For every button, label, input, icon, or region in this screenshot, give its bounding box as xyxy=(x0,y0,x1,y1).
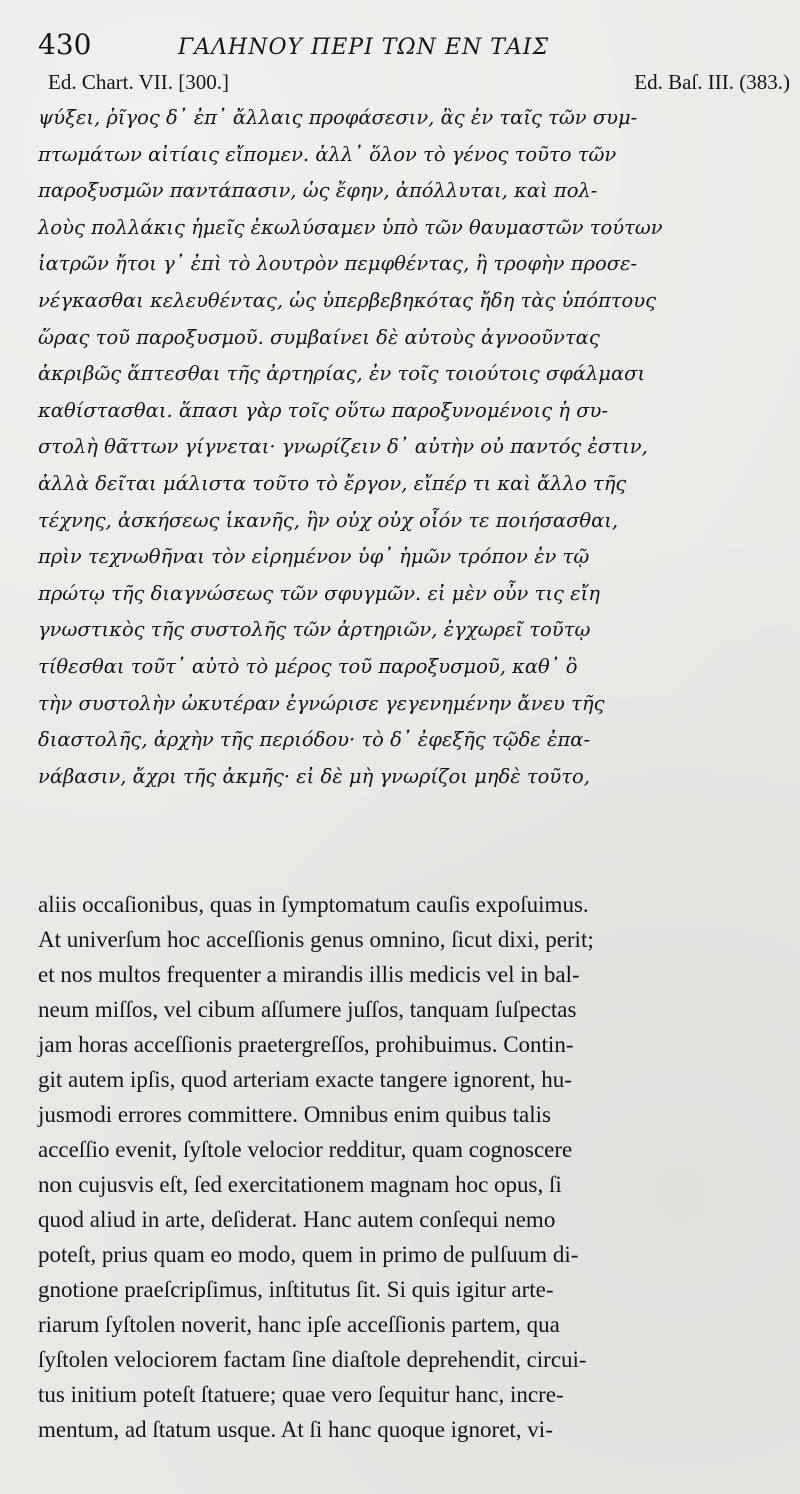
latin-line: jusmodi errores committere. Omnibus enim quibus talis xyxy=(38,1102,551,1128)
latin-line: tus initium poteſt ſtatuere; quae vero ſequitur hanc, incre- xyxy=(38,1382,564,1408)
greek-line: ἀκριβῶς ἅπτεσθαι τῆς ἀρτηρίας, ἐν τοῖς τοιούτοις σφάλμασι xyxy=(38,362,646,386)
greek-line: ἀλλὰ δεῖται μάλιστα τοῦτο τὸ ἔργον, εἴπέρ τι καὶ ἄλλο τῆς xyxy=(38,471,627,495)
greek-text-block xyxy=(38,100,790,795)
page-number: 430 xyxy=(38,28,92,61)
greek-line: διαστολῆς, ἀρχὴν τῆς περιόδου· τὸ δ᾽ ἐφεξῆς τῷδε ἐπα- xyxy=(38,728,591,752)
greek-line: καθίστασθαι. ἅπασι γὰρ τοῖς οὕτω παροξυνομένοις ἡ συ- xyxy=(38,398,608,422)
greek-line: πτωμάτων αἰτίαις εἴπομεν. ἀλλ᾽ ὅλον τὸ γένος τοῦτο τῶν xyxy=(38,142,617,166)
latin-line: quod aliud in arte, deſiderat. Hanc autem conſequi nemo xyxy=(38,1207,556,1233)
greek-line: στολὴ θᾶττων γίγνεται· γνωρίζειν δ᾽ αὐτὴν οὐ παντός ἐστιν, xyxy=(38,435,648,459)
latin-line: acceſſio evenit, ſyſtole velocior redditur, quam cognoscere xyxy=(38,1137,573,1163)
greek-line: ἰατρῶν ἤτοι γ᾽ ἐπὶ τὸ λουτρὸν πεμφθέντας, ἢ τροφὴν προσε- xyxy=(38,252,638,276)
latin-line: At univerſum hoc acceſſionis genus omnino, ſicut dixi, perit; xyxy=(38,927,594,953)
latin-line: mentum, ad ſtatum usque. At ſi hanc quoque ignoret, vi- xyxy=(38,1417,553,1443)
latin-line: gnotione praeſcripſimus, inſtitutus ſit. Si quis igitur arte- xyxy=(38,1277,554,1303)
greek-line: παροξυσμῶν παντάπασιν, ὡς ἔφην, ἀπόλλυται, καὶ πολ- xyxy=(38,179,598,203)
latin-line: git autem ipſis, quod arteriam exacte tangere ignorent, hu- xyxy=(38,1067,572,1093)
latin-line: jam horas acceſſionis praetergreſſos, prohibuimus. Contin- xyxy=(38,1032,574,1058)
running-head xyxy=(38,28,790,64)
edition-left: Ed. Chart. VII. [300.] xyxy=(48,70,229,94)
latin-line: riarum ſyſtolen noverit, hanc ipſe acceſſionis partem, qua xyxy=(38,1312,560,1338)
greek-line: ὥρας τοῦ παροξυσμοῦ. συμβαίνει δὲ αὐτοὺς ἀγνοοῦντας xyxy=(38,325,600,349)
latin-line: et nos multos frequenter a mirandis illis medicis vel in bal- xyxy=(38,962,580,988)
greek-line: γνωστικὸς τῆς συστολῆς τῶν ἀρτηριῶν, ἐγχωρεῖ τοῦτῳ xyxy=(38,618,591,642)
latin-text-block xyxy=(38,887,790,1447)
greek-line: νέγκασθαι κελευθέντας, ὡς ὑπερβεβηκότας ἤδη τὰς ὑπόπτους xyxy=(38,288,657,312)
edition-right: Ed. Baſ. III. (383.) xyxy=(634,70,790,94)
edition-references xyxy=(48,70,790,100)
latin-line: ſyſtolen velociorem factam ſine diaſtole deprehendit, circui- xyxy=(38,1347,587,1373)
latin-line: neum miſſos, vel cibum aſſumere juſſos, tanquam ſuſpectas xyxy=(38,997,577,1023)
greek-line: νάβασιν, ἄχρι τῆς ἀκμῆς· εἰ δὲ μὴ γνωρίζοι μηδὲ τοῦτο, xyxy=(38,764,590,788)
greek-line: λοὺς πολλάκις ἡμεῖς ἐκωλύσαμεν ὑπὸ τῶν θαυμαστῶν τούτων xyxy=(38,215,663,239)
latin-line: non cujusvis eſt, ſed exercitationem magnam hoc opus, ſi xyxy=(38,1172,562,1198)
greek-line: πρὶν τεχνωθῆναι τὸν εἰρημένον ὑφ᾽ ἡμῶν τρόπον ἐν τῷ xyxy=(38,545,590,569)
running-title: ΓΑΛΗΝΟΥ ΠΕΡΙ ΤΩΝ ΕΝ ΤΑΙΣ xyxy=(178,35,550,60)
greek-line: τέχνης, ἀσκήσεως ἱκανῆς, ἣν οὐχ οὐχ οἷόν τε ποιήσασθαι, xyxy=(38,508,619,532)
column-separator xyxy=(38,795,790,887)
greek-line: πρώτῳ τῆς διαγνώσεως τῶν σφυγμῶν. εἰ μὲν οὖν τις εἴη xyxy=(38,581,600,605)
greek-line: ψύξει, ῥῖγος δ᾽ ἐπ᾽ ἄλλαις προφάσεσιν, ἃς ἐν ταῖς τῶν συμ- xyxy=(38,106,638,129)
latin-line: aliis occaſionibus, quas in ſymptomatum cauſis expoſuimus. xyxy=(38,892,589,918)
greek-line: τίθεσθαι τοῦτ᾽ αὐτὸ τὸ μέρος τοῦ παροξυσμοῦ, καθ᾽ ὃ xyxy=(38,654,578,678)
greek-line: τὴν συστολὴν ὠκυτέραν ἐγνώρισε γεγενημένην ἄνευ τῆς xyxy=(38,691,605,715)
latin-line: poteſt, prius quam eo modo, quem in primo de pulſuum di- xyxy=(38,1242,579,1268)
